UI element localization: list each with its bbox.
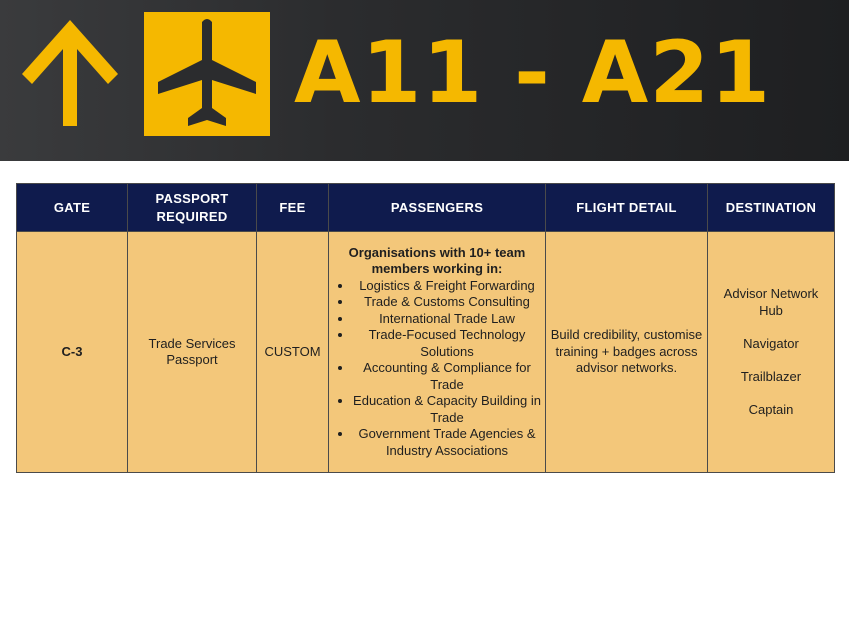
airplane-sign [144, 12, 270, 136]
header-fee: FEE [257, 184, 329, 232]
table-row [17, 232, 835, 473]
arrow-up-icon [18, 18, 122, 128]
list-item: • Education & Capacity Building in Trade [353, 393, 541, 426]
gate-cell: C-3 [17, 232, 128, 473]
list-item: • Government Trade Agencies & Industry Associations [353, 426, 541, 459]
gate-info-table [16, 183, 835, 473]
list-item: • Logistics & Freight Forwarding [353, 278, 541, 295]
header-flight-detail: FLIGHT DETAIL [546, 184, 708, 232]
list-item: • Trade & Customs Consulting [353, 294, 541, 311]
list-item: • International Trade Law [353, 311, 541, 328]
destination-item: Navigator [743, 335, 799, 351]
header-gate: GATE [17, 184, 128, 232]
passengers-list [333, 278, 541, 460]
header-passengers: PASSENGERS [329, 184, 546, 232]
airplane-icon [144, 12, 270, 136]
list-item: • Trade-Focused Technology Solutions [353, 327, 541, 360]
table-header-row [17, 184, 835, 232]
destination-item: Captain [748, 401, 794, 417]
destination-cell [708, 232, 835, 473]
passengers-cell [329, 232, 546, 473]
gate-range-label: A11 - A21 [294, 23, 772, 123]
header-destination: DESTINATION [708, 184, 835, 232]
passengers-intro: Organisations with 10+ team members working in: [348, 244, 526, 277]
flight-detail-cell: Build credibility, customise training + badges across advisor networks. [546, 232, 708, 473]
destination-item: Advisor Network Hub [723, 286, 819, 318]
header-passport-required: PASSPORT REQUIRED [128, 184, 257, 232]
passport-cell: Trade Services Passport [128, 232, 257, 473]
destination-item: Trailblazer [740, 368, 802, 384]
gate-sign-banner [0, 0, 849, 161]
list-item: • Accounting & Compliance for Trade [353, 360, 541, 393]
fee-cell: CUSTOM [257, 232, 329, 473]
